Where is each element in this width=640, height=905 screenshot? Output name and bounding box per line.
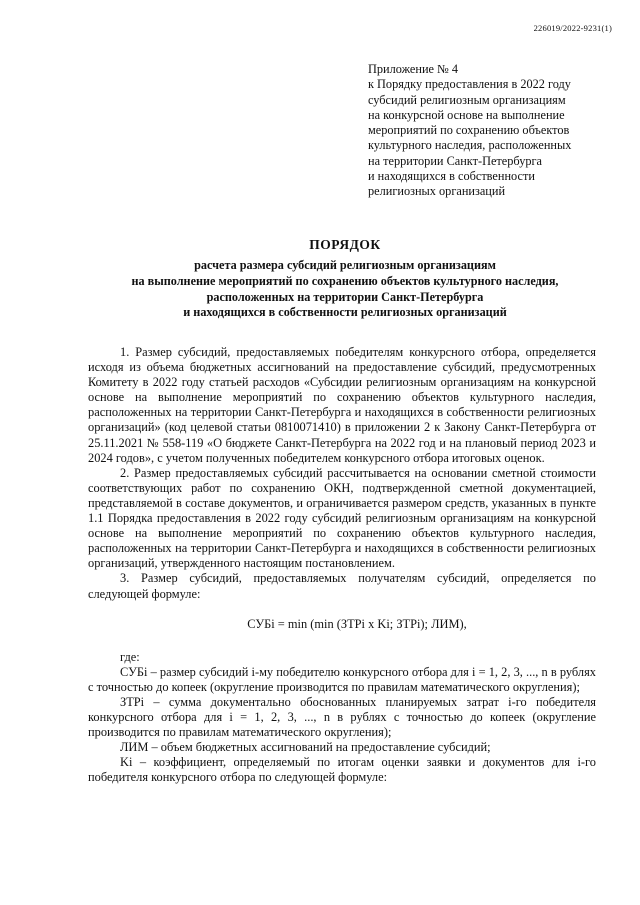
appendix-line: религиозных организаций (368, 184, 506, 199)
appendix-line: культурного наследия, расположенных (368, 138, 572, 153)
paragraph-2: 2. Размер предоставляемых субсидий рассчитывается на основании сметной стоимости соответствующих работ по сохранению ОКН, подтвержденной сметной документацией, представляемой в составе документов, и ограничивается размером средств, указанных в пункте 1.1 Порядка предоставления в 2022 году субсидий религиозным организациям на конкурсной основе на выполнение мероприятий по сохранению объектов культурного наследия, расположенных на территории Санкт-Петербурга и находящихся в собственности религиозных организаций, утвержденного настоящим постановлением. (88, 465, 596, 571)
appendix-reference (368, 62, 608, 200)
document-title (80, 237, 610, 321)
document-number: 226019/2022-9231(1) (533, 23, 612, 33)
appendix-line: к Порядку предоставления в 2022 году (368, 77, 571, 92)
appendix-line: и находящихся в собственности (368, 169, 535, 184)
definition-k: Ki – коэффициент, определяемый по итогам оценки заявки и документов для i-го победителя конкурсного отбора по следующей формуле: (88, 755, 596, 785)
appendix-line: Приложение № 4 (368, 62, 459, 76)
appendix-line: субсидий религиозным организациям (368, 92, 566, 107)
title-line: и находящихся в собственности религиозных организаций (183, 305, 507, 320)
subsidy-formula: СУБi = min (min (ЗТРi x Ki; ЗТРi); ЛИМ), (247, 616, 467, 631)
title-heading: ПОРЯДОК (309, 237, 381, 252)
paragraph-1: 1. Размер субсидий, предоставляемых победителям конкурсного отбора, определяется исходя из объема бюджетных ассигнований на предоставление субсидий, предусмотренных Комитету в 2022 году статьей расходов «Субсидии религиозным организациям на конкурсной основе на выполнение мероприятий по сохранению объектов культурного наследия, расположенных на территории Санкт-Петербурга и находящихся в собственности религиозных организаций» (код целевой статьи 0810071410) в приложении 2 к Закону Санкт-Петербурга от 25.11.2021 № 558-119 «О бюджете Санкт-Петербурга на 2022 год и на плановый период 2023 и 2024 годов», с учетом полученных победителем конкурсного отбора итоговых оценок. (88, 345, 596, 465)
appendix-line: на конкурсной основе на выполнение (368, 107, 565, 122)
title-line: расположенных на территории Санкт-Петербурга (206, 289, 484, 304)
definition-sub: СУБi – размер субсидий i-му победителю конкурсного отбора для i = 1, 2, 3, ..., n в рублях с точностью до копеек (округление производится по правилам математического округления); (88, 664, 596, 694)
document-body (88, 345, 596, 786)
title-line: расчета размера субсидий религиозным организациям (194, 258, 496, 272)
appendix-line: мероприятий по сохранению объектов (368, 123, 570, 138)
paragraph-3: 3. Размер субсидий, предоставляемых получателям субсидий, определяется по следующей формуле: (88, 571, 596, 601)
where-label: где: (120, 649, 140, 664)
title-line: на выполнение мероприятий по сохранению объектов культурного наследия, (131, 273, 559, 288)
definition-ztr: ЗТРi – сумма документально обоснованных планируемых затрат i-го победителя конкурсного отбора для i = 1, 2, 3, ..., n в рублях с точностью до копеек (округление производится по правилам математического округления); (88, 694, 596, 740)
appendix-line: на территории Санкт-Петербурга (368, 153, 542, 168)
definition-lim: ЛИМ – объем бюджетных ассигнований на предоставление субсидий; (120, 740, 491, 755)
